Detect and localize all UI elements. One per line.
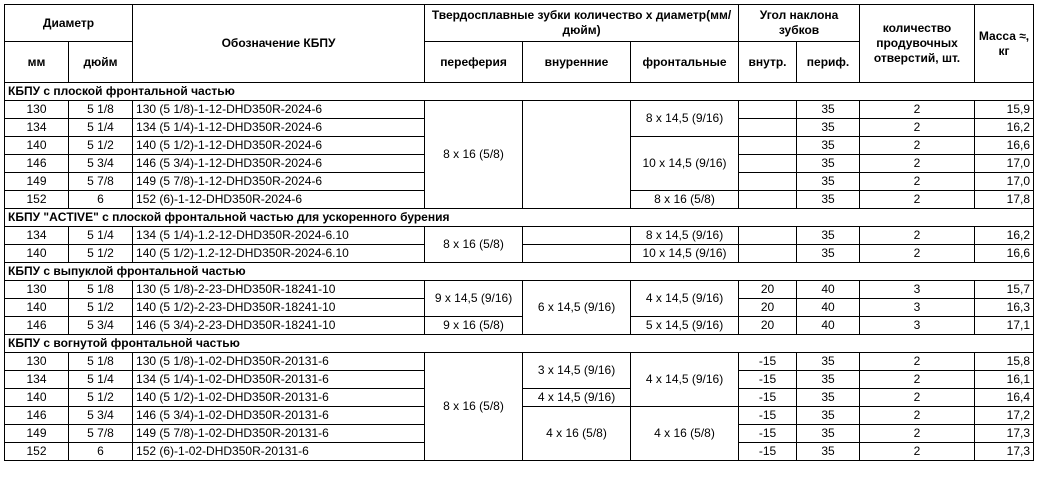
code-cell: 149 (5 7/8)-1-02-DHD350R-20131-6	[133, 425, 425, 443]
inch-cell: 6	[69, 443, 133, 461]
mm-cell: 130	[5, 353, 69, 371]
angle-periph-cell: 35	[797, 119, 860, 137]
mm-cell: 140	[5, 245, 69, 263]
inch-cell: 5 1/2	[69, 299, 133, 317]
frontal-cell: 8 x 14,5 (9/16)	[631, 101, 739, 137]
angle-periph-cell: 35	[797, 191, 860, 209]
mass-cell: 17,3	[975, 425, 1034, 443]
inner-cell: 3 x 14,5 (9/16)	[523, 353, 631, 389]
bit-spec-table	[4, 4, 1034, 461]
code-cell: 130 (5 1/8)-1-02-DHD350R-20131-6	[133, 353, 425, 371]
table-row	[5, 281, 1034, 299]
frontal-cell: 8 x 16 (5/8)	[631, 191, 739, 209]
inch-cell: 5 1/4	[69, 227, 133, 245]
inch-cell: 5 3/4	[69, 317, 133, 335]
inch-cell: 5 1/2	[69, 389, 133, 407]
mm-cell: 140	[5, 299, 69, 317]
inch-cell: 5 3/4	[69, 407, 133, 425]
holes-cell: 2	[860, 137, 975, 155]
angle-inner-cell: 20	[739, 281, 797, 299]
holes-cell: 2	[860, 101, 975, 119]
periphery-cell: 8 x 16 (5/8)	[425, 101, 523, 209]
angle-periph-cell: 35	[797, 173, 860, 191]
mm-cell: 130	[5, 101, 69, 119]
mass-cell: 17,0	[975, 155, 1034, 173]
frontal-header: фронтальные	[631, 42, 739, 83]
angle-periph-cell: 35	[797, 101, 860, 119]
code-cell: 140 (5 1/2)-1.2-12-DHD350R-2024-6.10	[133, 245, 425, 263]
angle-inner-cell	[739, 101, 797, 119]
inch-cell: 6	[69, 191, 133, 209]
angle-inner-cell	[739, 137, 797, 155]
holes-cell: 2	[860, 173, 975, 191]
periphery-cell: 9 x 16 (5/8)	[425, 317, 523, 335]
inch-cell: 5 1/2	[69, 137, 133, 155]
holes-cell: 3	[860, 281, 975, 299]
mass-cell: 16,6	[975, 245, 1034, 263]
angle-inner-cell: -15	[739, 353, 797, 371]
angle-periph-cell: 35	[797, 407, 860, 425]
table-row	[5, 353, 1034, 371]
holes-cell: 2	[860, 155, 975, 173]
angle-inner-cell	[739, 245, 797, 263]
mm-cell: 149	[5, 173, 69, 191]
angle-inner-cell: 20	[739, 317, 797, 335]
angle-inner-cell: -15	[739, 371, 797, 389]
holes-cell: 3	[860, 299, 975, 317]
mass-cell: 16,2	[975, 119, 1034, 137]
inch-cell: 5 1/8	[69, 353, 133, 371]
inch-cell: 5 3/4	[69, 155, 133, 173]
code-cell: 146 (5 3/4)-1-02-DHD350R-20131-6	[133, 407, 425, 425]
code-cell: 140 (5 1/2)-2-23-DHD350R-18241-10	[133, 299, 425, 317]
angle-periph-cell: 35	[797, 137, 860, 155]
periphery-cell: 8 x 16 (5/8)	[425, 353, 523, 461]
periphery-header: переферия	[425, 42, 523, 83]
inner-cell	[523, 227, 631, 245]
mass-cell: 16,3	[975, 299, 1034, 317]
holes-cell: 2	[860, 191, 975, 209]
mm-header: мм	[5, 42, 69, 83]
code-cell: 152 (6)-1-02-DHD350R-20131-6	[133, 443, 425, 461]
inner-cell: 6 x 14,5 (9/16)	[523, 281, 631, 335]
mass-cell: 16,6	[975, 137, 1034, 155]
angle-inner-cell	[739, 173, 797, 191]
designation-header: Обозначение КБПУ	[133, 5, 425, 83]
holes-cell: 2	[860, 425, 975, 443]
code-cell: 130 (5 1/8)-2-23-DHD350R-18241-10	[133, 281, 425, 299]
holes-cell: 2	[860, 371, 975, 389]
angle-periph-cell: 35	[797, 245, 860, 263]
mm-cell: 134	[5, 371, 69, 389]
frontal-cell: 4 x 14,5 (9/16)	[631, 353, 739, 407]
mm-cell: 134	[5, 227, 69, 245]
code-cell: 134 (5 1/4)-1-12-DHD350R-2024-6	[133, 119, 425, 137]
section-title: КБПУ с плоской фронтальной частью	[5, 83, 1034, 101]
periphery-cell: 8 x 16 (5/8)	[425, 227, 523, 263]
angle-periph-cell: 35	[797, 155, 860, 173]
mm-cell: 146	[5, 407, 69, 425]
mass-cell: 15,7	[975, 281, 1034, 299]
mass-cell: 16,2	[975, 227, 1034, 245]
holes-cell: 2	[860, 119, 975, 137]
code-cell: 140 (5 1/2)-1-12-DHD350R-2024-6	[133, 137, 425, 155]
holes-cell: 2	[860, 443, 975, 461]
diameter-header: Диаметр	[5, 5, 133, 42]
code-cell: 149 (5 7/8)-1-12-DHD350R-2024-6	[133, 173, 425, 191]
inch-cell: 5 1/8	[69, 281, 133, 299]
mass-cell: 15,8	[975, 353, 1034, 371]
code-cell: 146 (5 3/4)-1-12-DHD350R-2024-6	[133, 155, 425, 173]
angle-inner-cell: -15	[739, 407, 797, 425]
table-row	[5, 101, 1034, 119]
inch-cell: 5 7/8	[69, 425, 133, 443]
angle-periph-cell: 35	[797, 443, 860, 461]
section-title: КБПУ с выпуклой фронтальной частью	[5, 263, 1034, 281]
table-row	[5, 227, 1034, 245]
mass-header: Масса ≈, кг	[975, 5, 1034, 83]
angle-periph-cell: 35	[797, 227, 860, 245]
code-cell: 140 (5 1/2)-1-02-DHD350R-20131-6	[133, 389, 425, 407]
holes-cell: 2	[860, 407, 975, 425]
angle-inner-cell: 20	[739, 299, 797, 317]
frontal-cell: 4 x 14,5 (9/16)	[631, 281, 739, 317]
inch-cell: 5 7/8	[69, 173, 133, 191]
angle-inner-header: внутр.	[739, 42, 797, 83]
inch-cell: 5 1/4	[69, 119, 133, 137]
frontal-cell: 8 x 14,5 (9/16)	[631, 227, 739, 245]
holes-cell: 2	[860, 353, 975, 371]
mm-cell: 152	[5, 443, 69, 461]
angle-inner-cell	[739, 227, 797, 245]
mm-cell: 146	[5, 317, 69, 335]
holes-header: количество продувочных отверстий, шт.	[860, 5, 975, 83]
inch-header: дюйм	[69, 42, 133, 83]
code-cell: 146 (5 3/4)-2-23-DHD350R-18241-10	[133, 317, 425, 335]
angle-periph-cell: 40	[797, 281, 860, 299]
angle-inner-cell	[739, 155, 797, 173]
inserts-header: Твердосплавные зубки количество х диаметр(мм/дюйм)	[425, 5, 739, 42]
mm-cell: 140	[5, 389, 69, 407]
inch-cell: 5 1/2	[69, 245, 133, 263]
angle-inner-cell: -15	[739, 425, 797, 443]
mass-cell: 17,2	[975, 407, 1034, 425]
frontal-cell: 4 x 16 (5/8)	[631, 407, 739, 461]
frontal-cell: 10 x 14,5 (9/16)	[631, 137, 739, 191]
mm-cell: 152	[5, 191, 69, 209]
holes-cell: 3	[860, 317, 975, 335]
frontal-cell: 5 x 14,5 (9/16)	[631, 317, 739, 335]
angle-header: Угол наклона зубков	[739, 5, 860, 42]
angle-inner-cell: -15	[739, 443, 797, 461]
inner-cell	[523, 101, 631, 209]
code-cell: 152 (6)-1-12-DHD350R-2024-6	[133, 191, 425, 209]
holes-cell: 2	[860, 227, 975, 245]
inner-cell: 4 x 14,5 (9/16)	[523, 389, 631, 407]
table-row	[5, 317, 1034, 335]
mm-cell: 134	[5, 119, 69, 137]
mass-cell: 15,9	[975, 101, 1034, 119]
inner-cell: 4 x 16 (5/8)	[523, 407, 631, 461]
mass-cell: 17,8	[975, 191, 1034, 209]
code-cell: 134 (5 1/4)-1-02-DHD350R-20131-6	[133, 371, 425, 389]
angle-periph-cell: 35	[797, 425, 860, 443]
code-cell: 130 (5 1/8)-1-12-DHD350R-2024-6	[133, 101, 425, 119]
mass-cell: 17,1	[975, 317, 1034, 335]
angle-periph-cell: 40	[797, 317, 860, 335]
inch-cell: 5 1/8	[69, 101, 133, 119]
mm-cell: 130	[5, 281, 69, 299]
angle-inner-cell: -15	[739, 389, 797, 407]
angle-inner-cell	[739, 119, 797, 137]
mass-cell: 17,3	[975, 443, 1034, 461]
angle-periph-cell: 35	[797, 389, 860, 407]
mass-cell: 16,1	[975, 371, 1034, 389]
mass-cell: 17,0	[975, 173, 1034, 191]
holes-cell: 2	[860, 245, 975, 263]
section-title: КБПУ "ACTIVE" с плоской фронтальной частью для ускоренного бурения	[5, 209, 1034, 227]
angle-inner-cell	[739, 191, 797, 209]
mm-cell: 140	[5, 137, 69, 155]
inner-cell	[523, 245, 631, 263]
angle-periph-cell: 35	[797, 353, 860, 371]
mass-cell: 16,4	[975, 389, 1034, 407]
angle-periph-cell: 35	[797, 371, 860, 389]
mm-cell: 146	[5, 155, 69, 173]
holes-cell: 2	[860, 389, 975, 407]
mm-cell: 149	[5, 425, 69, 443]
periphery-cell: 9 x 14,5 (9/16)	[425, 281, 523, 317]
frontal-cell: 10 x 14,5 (9/16)	[631, 245, 739, 263]
code-cell: 134 (5 1/4)-1.2-12-DHD350R-2024-6.10	[133, 227, 425, 245]
inch-cell: 5 1/4	[69, 371, 133, 389]
section-title: КБПУ с вогнутой фронтальной частью	[5, 335, 1034, 353]
angle-periph-cell: 40	[797, 299, 860, 317]
angle-periph-header: периф.	[797, 42, 860, 83]
inner-header: внуренние	[523, 42, 631, 83]
